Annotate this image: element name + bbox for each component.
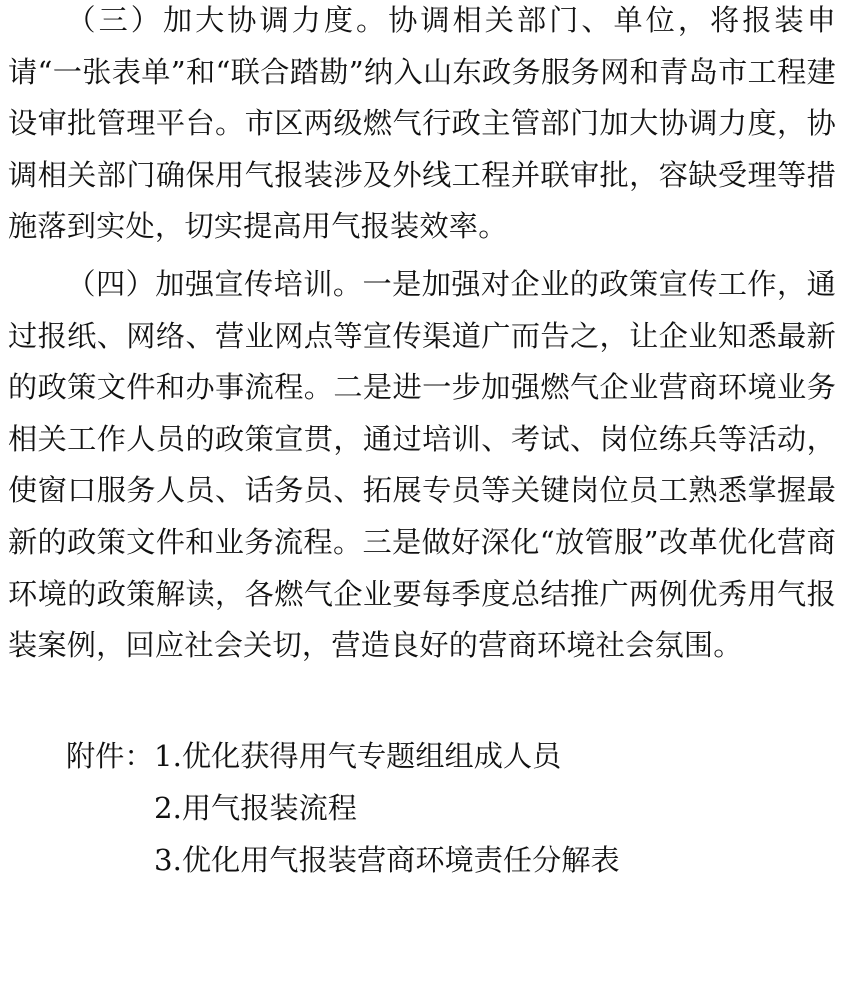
attachment-item-3: 3.优化用气报装营商环境责任分解表: [154, 843, 620, 877]
attachments-label-spacer: [66, 782, 154, 834]
attachment-row: [66, 730, 620, 782]
paragraph-coordination: （三）加大协调力度。协调相关部门、单位，将报装申请“一张表单”和“联合踏勘”纳入山东政务服务网和青岛市工程建设审批管理平台。市区两级燃气行政主管部门加大协调力度，协调相关部门确保用气报装涉及外线工程并联审批，容缺受理等措施落到实处，切实提高用气报装效率。: [8, 3, 836, 244]
attachments-section: [66, 730, 620, 886]
attachment-item-2: 2.用气报装流程: [154, 791, 357, 825]
attachment-row: [66, 782, 620, 834]
attachments-label: 附件：: [66, 739, 154, 773]
attachments-label-spacer: [66, 834, 154, 886]
attachment-item-1: 1.优化获得用气专题组组成人员: [154, 739, 562, 773]
attachment-row: [66, 834, 620, 886]
paragraph-publicity-training: （四）加强宣传培训。一是加强对企业的政策宣传工作，通过报纸、网络、营业网点等宣传渠道广而告之，让企业知悉最新的政策文件和办事流程。二是进一步加强燃气企业营商环境业务相关工作人员的政策宣贯，通过培训、考试、岗位练兵等活动，使窗口服务人员、话务员、拓展专员等关键岗位员工熟悉掌握最新的政策文件和业务流程。三是做好深化“放管服”改革优化营商环境的政策解读，各燃气企业要每季度总结推广两例优秀用气报装案例，回应社会关切，营造良好的营商环境社会氛围。: [8, 267, 836, 663]
